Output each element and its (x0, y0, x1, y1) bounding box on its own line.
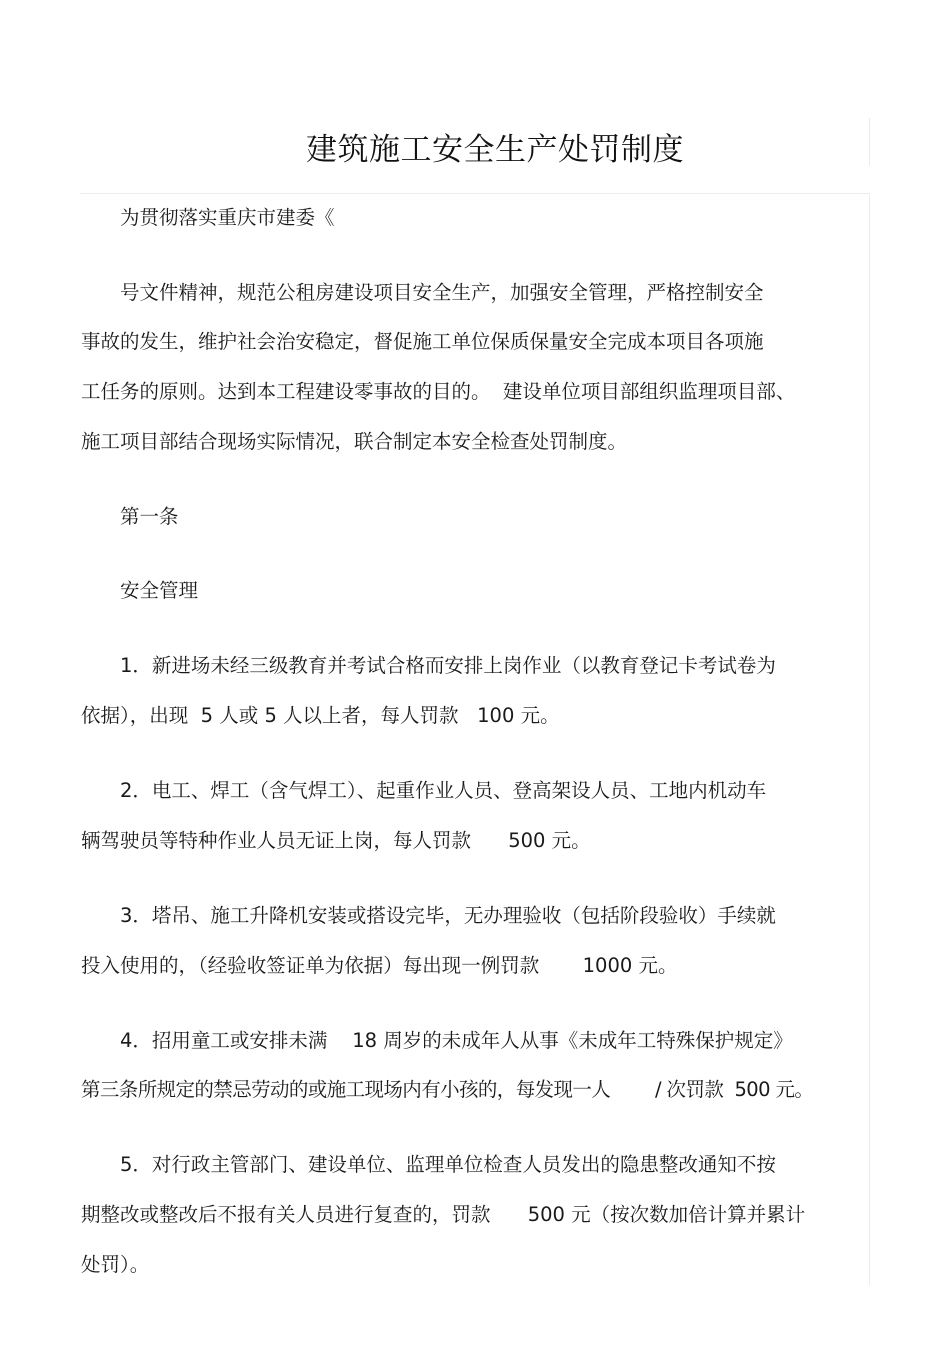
margin-rule-right (869, 193, 870, 1285)
section-heading: 安全管理 (120, 579, 199, 602)
rule-item-2-line: 2．电工、焊工（含气焊工）、起重作业人员、登高架设人员、工地内机动车 (120, 779, 767, 802)
intro-line: 施工项目部结合现场实际情况，联合制定本安全检查处罚制度。 (81, 430, 628, 453)
rule-item-1-line: 1．新进场未经三级教育并考试合格而安排上岗作业（以教育登记卡考试卷为 (120, 654, 776, 677)
intro-line: 事故的发生，维护社会治安稳定，督促施工单位保质保量安全完成本项目各项施 (81, 330, 764, 353)
intro-first-line: 为贯彻落实重庆市建委《 (120, 206, 335, 229)
rule-item-3-line: 3．塔吊、施工升降机安装或搭设完毕，无办理验收（包括阶段验收）手续就 (120, 904, 776, 927)
rule-item-4-line: 4．招用童工或安排未满 18 周岁的未成年人从事《未成年工特殊保护规定》 (120, 1029, 793, 1052)
header-divider (80, 193, 869, 194)
rule-item-5-line: 5．对行政主管部门、建设单位、监理单位检查人员发出的隐患整改通知不按 (120, 1153, 776, 1176)
rule-item-5-line: 期整改或整改后不报有关人员进行复查的，罚款 500 元（按次数加倍计算并累计 (81, 1203, 806, 1226)
rule-item-3-line: 投入使用的，（经验收签证单为依据）每出现一例罚款 1000 元。 (81, 954, 678, 977)
rule-item-4-line: 第三条所规定的禁忌劳动的或施工现场内有小孩的，每发现一人 / 次罚款 500 元。 (81, 1078, 814, 1101)
rule-item-2-line: 辆驾驶员等特种作业人员无证上岗，每人罚款 500 元。 (81, 829, 591, 852)
document-title: 建筑施工安全生产处罚制度 (306, 132, 684, 168)
article-heading: 第一条 (120, 505, 179, 528)
intro-line: 工任务的原则。达到本工程建设零事故的目的。 建设单位项目部组织监理项目部、 (81, 380, 796, 403)
rule-item-1-line: 依据），出现 5 人或 5 人以上者，每人罚款 100 元。 (81, 704, 560, 727)
intro-line: 号文件精神，规范公租房建设项目安全生产，加强安全管理，严格控制安全 (120, 281, 764, 304)
rule-item-5-line: 处罚）。 (81, 1253, 150, 1276)
